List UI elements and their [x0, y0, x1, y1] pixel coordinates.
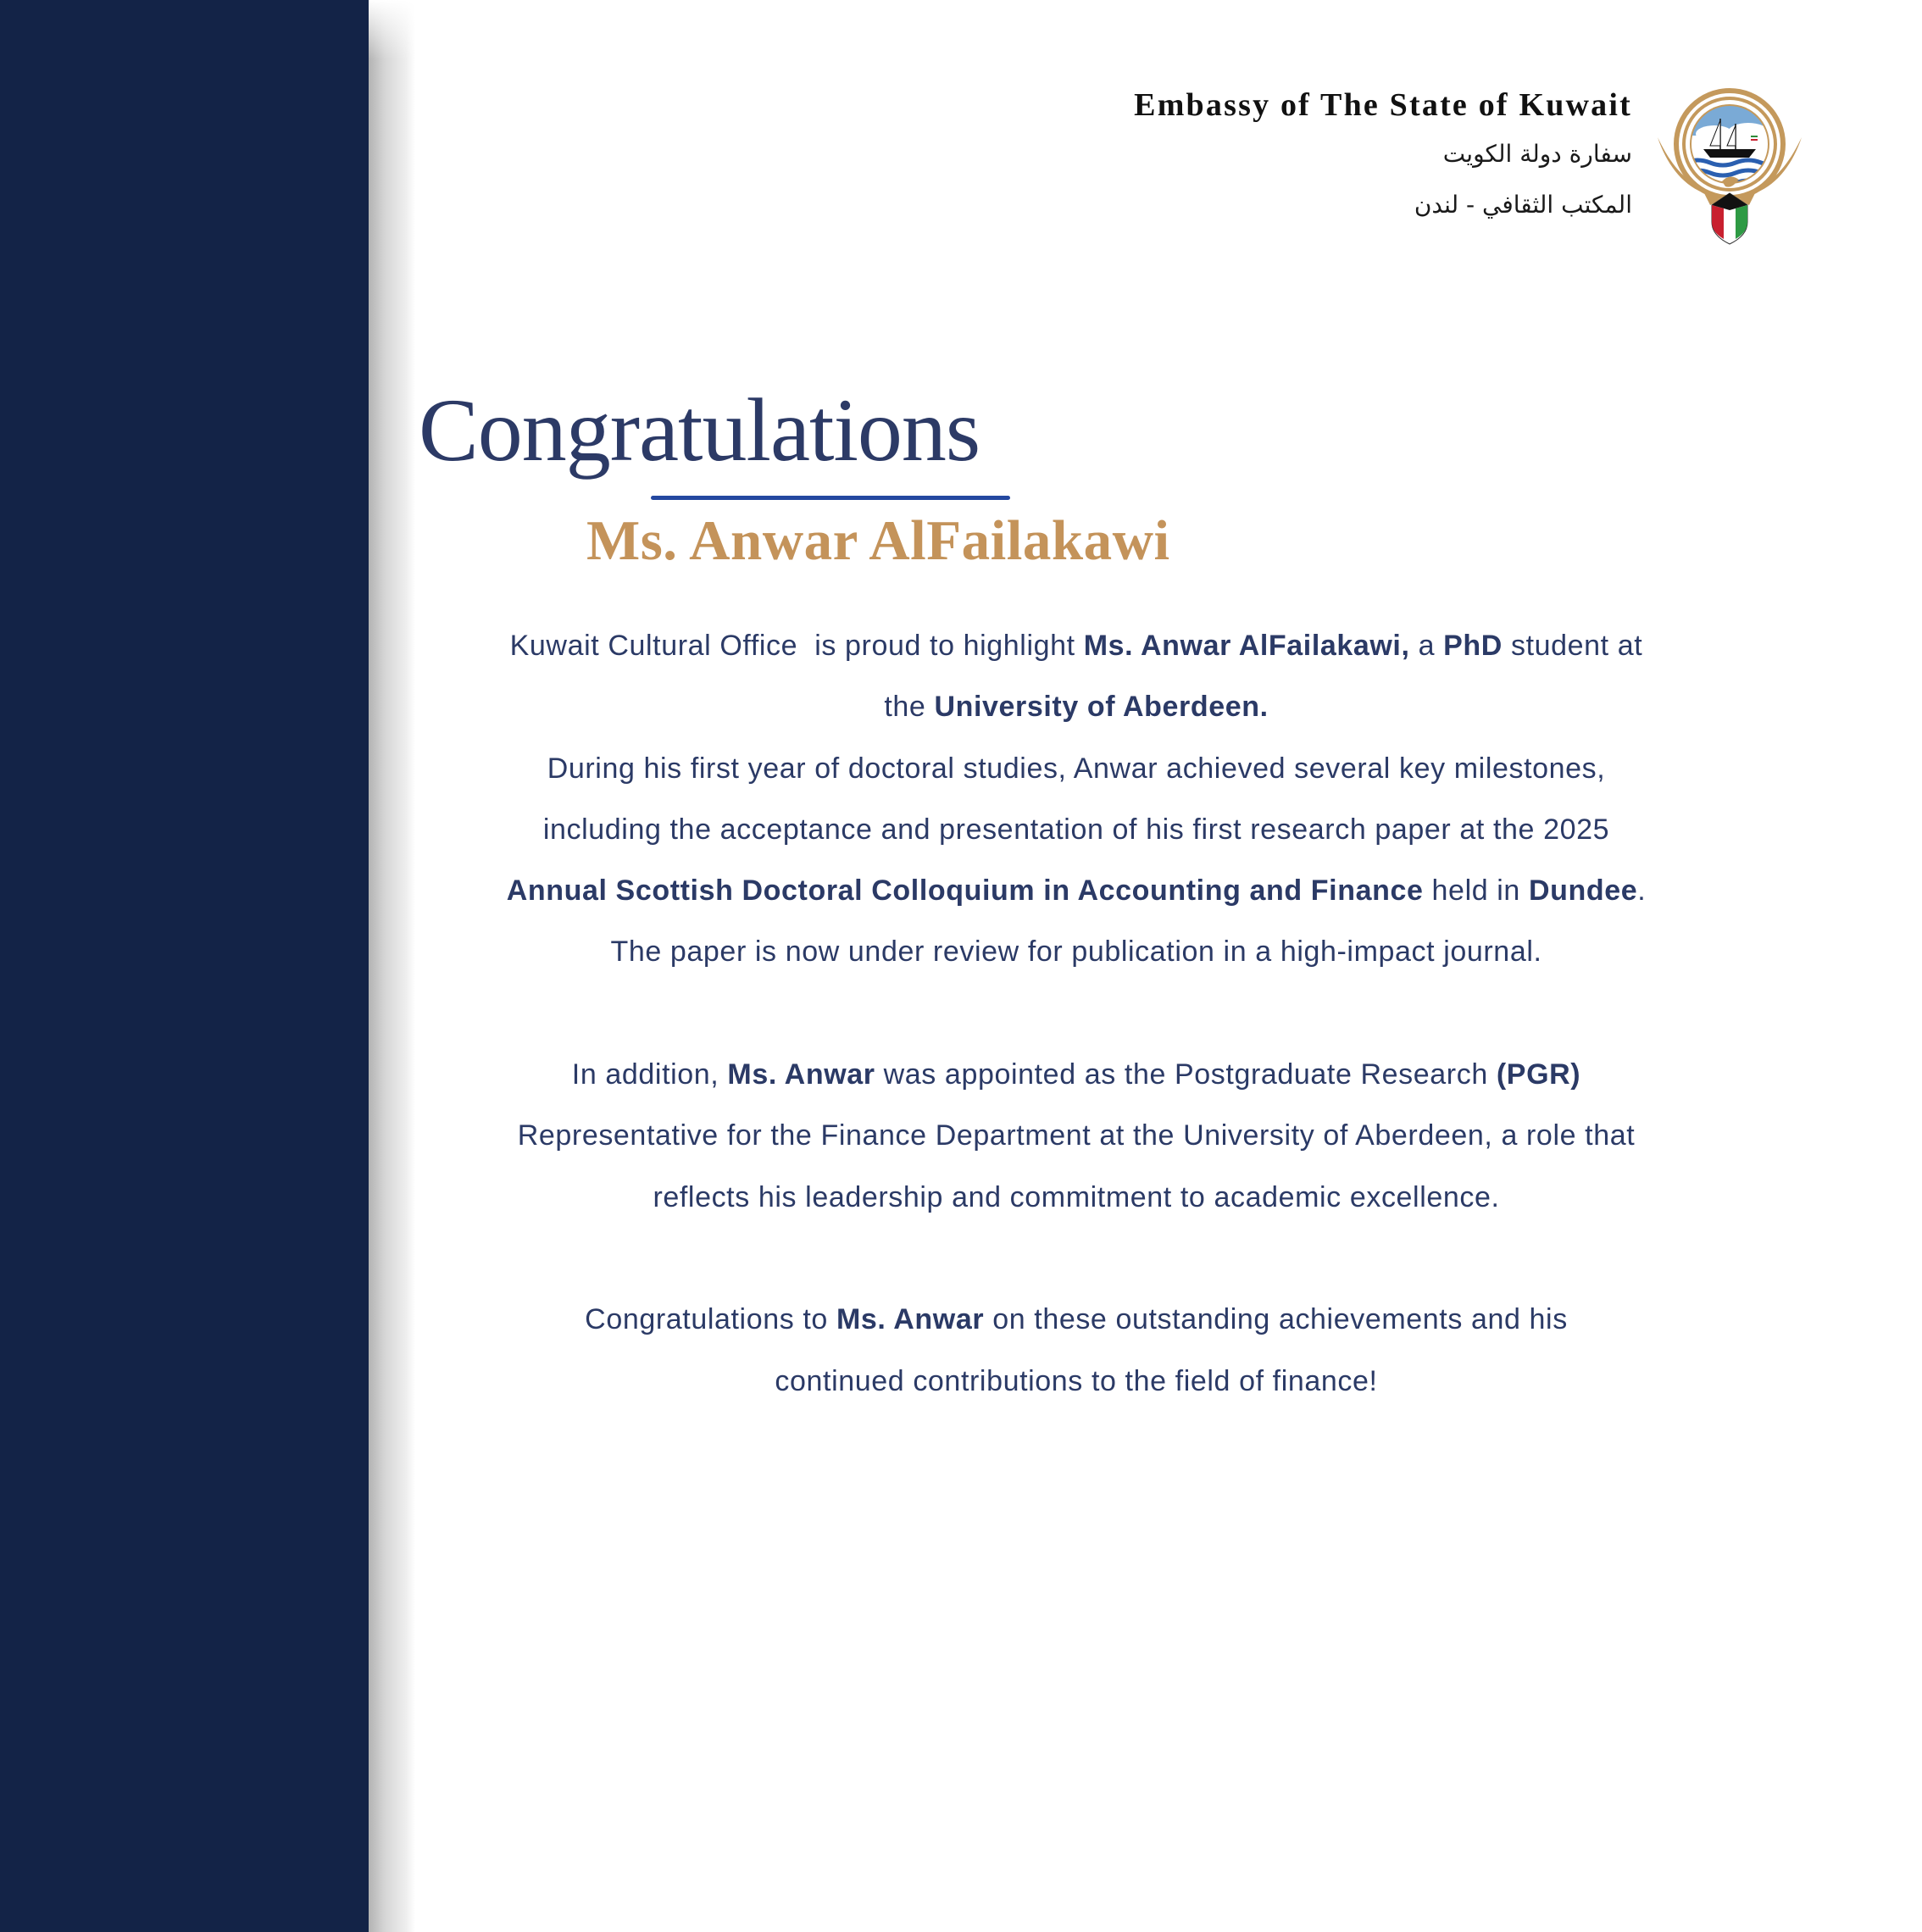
body-text-bold: Ms. Anwar [727, 1058, 875, 1091]
body-text-bold: (PGR) [1496, 1058, 1581, 1091]
body-text-bold: Dundee [1528, 874, 1638, 908]
embassy-header [1134, 85, 1632, 220]
body-text: was appointed as the Postgraduate Research [875, 1058, 1497, 1091]
body-text: In addition, [571, 1058, 728, 1091]
body-text-bold: Annual Scottish Doctoral Colloquium in Accounting and Finance [506, 874, 1424, 908]
kuwait-emblem-icon [1651, 78, 1808, 247]
honoree-name: Ms. Anwar AlFailakawi [586, 509, 1170, 572]
body-line [415, 615, 1737, 676]
body-text-bold: Ms. Anwar AlFailakawi, [1083, 630, 1410, 662]
embassy-name-english: Embassy of The State of Kuwait [1134, 87, 1632, 123]
announcement-body [415, 615, 1737, 1412]
body-text: the [884, 691, 935, 724]
body-text: held in [1423, 874, 1529, 908]
body-line [415, 860, 1737, 921]
body-text: . [1637, 874, 1647, 908]
embassy-name-arabic: سفارة دولة الكويت [1442, 140, 1632, 168]
cultural-office-arabic: المكتب الثقافي - لندن [1414, 191, 1632, 219]
body-line: including the acceptance and presentation of his first research paper at the 2025 [542, 813, 1610, 846]
body-text-bold: University of Aberdeen. [934, 691, 1269, 724]
body-text-bold: PhD [1443, 630, 1503, 662]
body-text: a [1409, 630, 1444, 662]
left-sidebar-band [0, 0, 369, 1932]
body-text: Kuwait Cultural Office is proud to highlight [509, 630, 1084, 662]
body-text-bold: Ms. Anwar [836, 1303, 985, 1336]
body-line: Representative for the Finance Department at the University of Aberdeen, a role that [517, 1119, 1636, 1152]
body-line: The paper is now under review for publication in a high-impact journal. [610, 935, 1542, 969]
title-underline [651, 496, 1010, 500]
sidebar-shadow [369, 0, 415, 1932]
body-text: on these outstanding achievements and his [984, 1303, 1568, 1336]
body-line: continued contributions to the field of finance! [775, 1364, 1378, 1397]
body-line [415, 676, 1737, 737]
paragraph-gap [415, 1228, 1737, 1289]
paragraph-gap [415, 983, 1737, 1044]
body-text: student at [1502, 630, 1643, 662]
body-text: Congratulations to [585, 1303, 836, 1336]
body-line: reflects his leadership and commitment to academic excellence. [653, 1180, 1500, 1213]
body-line: During his first year of doctoral studies, Anwar achieved several key milestones, [547, 752, 1606, 785]
body-line [415, 1289, 1737, 1350]
sidebar-shadow-fade [369, 0, 415, 59]
page-title: Congratulations [419, 380, 980, 480]
body-line [415, 1044, 1737, 1105]
